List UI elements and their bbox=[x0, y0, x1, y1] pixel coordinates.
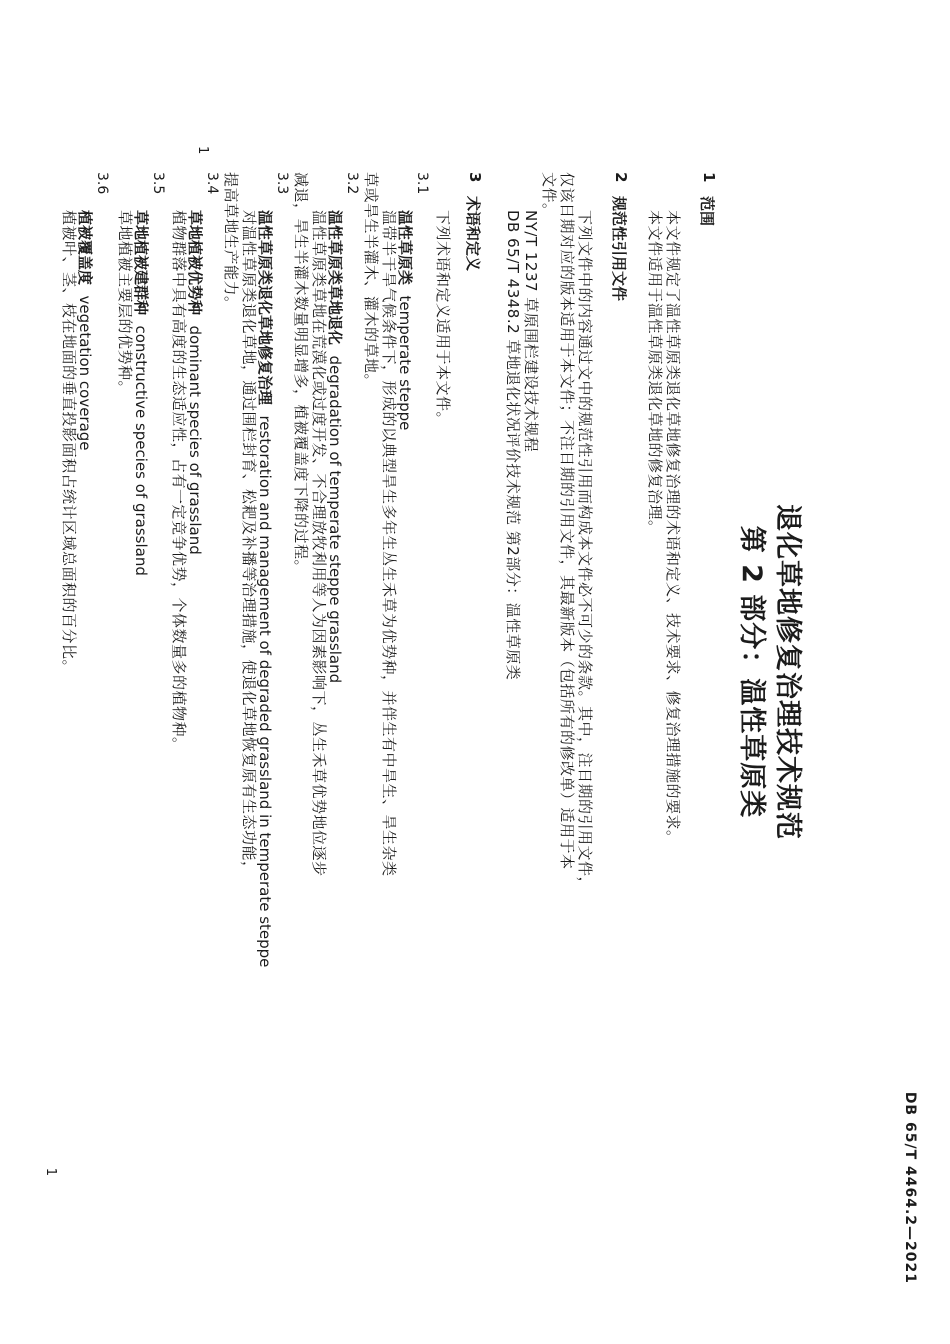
reference-2: DB 65/T 4348.2 草地退化状况评价技术规范 第2部分：温性草原类 bbox=[504, 210, 522, 681]
section-3-number: 3 bbox=[466, 172, 484, 183]
term-3-5-definition: 草地植被主要层的优势种。 bbox=[116, 210, 134, 397]
standard-code: DB 65/T 4464.2—2021 bbox=[902, 1091, 918, 1284]
section-2-number: 2 bbox=[612, 172, 630, 183]
term-3-6-english: vegetation coverage bbox=[76, 295, 94, 451]
section-2-paragraph-line-1: 下列文件中的内容通过文中的规范性引用而构成本文件必不可少的条款。其中，注日期的引用文件， bbox=[576, 210, 594, 893]
term-3-2-name: 温性草原类草地退化 bbox=[326, 210, 344, 346]
term-3-6-name: 植被覆盖度 bbox=[76, 210, 94, 286]
term-3-4-english: dominant species of grassland bbox=[186, 325, 204, 555]
page-number: 1 bbox=[43, 1167, 58, 1176]
term-3-1-definition-line-2: 草或旱生半灌木、灌木的草地。 bbox=[362, 172, 380, 390]
term-3-6-number: 3.6 bbox=[94, 172, 110, 195]
term-3-3-definition-line-1: 对温性草原类退化草地，通过围栏封育、松耙及补播等治理措施，使退化草地恢复原有生态功能， bbox=[240, 210, 258, 877]
term-3-4-name: 草地植被优势种 bbox=[186, 210, 204, 316]
term-3-4-heading bbox=[185, 210, 206, 555]
term-3-4-number: 3.4 bbox=[204, 172, 220, 195]
term-3-3-english: restoration and management of degraded grassland in temperate steppe bbox=[256, 415, 274, 968]
section-1-paragraph-2: 本文件适用于温性草原类退化草地的修复治理。 bbox=[646, 210, 664, 536]
term-3-5-name: 草地植被建群种 bbox=[132, 210, 150, 316]
term-3-3-definition-line-2: 提高草地生产能力。 bbox=[222, 172, 240, 312]
section-1-number: 1 bbox=[700, 172, 718, 183]
term-3-5-number: 3.5 bbox=[150, 172, 166, 195]
term-3-2-definition-line-1: 温性草原类草地在荒漠化或过度开发、不合理放牧利用等人为因素影响下，丛生禾草优势地位逐步 bbox=[310, 210, 328, 877]
document-title-line2: 第 2 部分：温性草原类 bbox=[736, 525, 767, 819]
term-3-5-heading bbox=[131, 210, 152, 576]
section-2-heading: 规范性引用文件 bbox=[610, 196, 628, 302]
section-2-paragraph-line-2: 仅该日期对应的版本适用于本文件；不注日期的引用文件，其最新版本（包括所有的修改单）适用于本 bbox=[558, 172, 576, 870]
term-3-2-heading bbox=[325, 210, 346, 683]
term-3-1-english: temperate steppe bbox=[396, 295, 414, 431]
term-3-5-english: constructive species of grassland bbox=[132, 325, 150, 576]
term-3-3-name: 温性草原类退化草地修复治理 bbox=[256, 210, 274, 406]
section-2-paragraph-line-3: 文件。 bbox=[540, 172, 558, 219]
term-3-2-definition-line-2: 减退，旱生半灌木数量明显增多，植被覆盖度下降的过程。 bbox=[292, 172, 310, 576]
term-3-2-number: 3.2 bbox=[344, 172, 360, 195]
section-3-heading: 术语和定义 bbox=[464, 196, 482, 272]
term-3-1-heading bbox=[395, 210, 416, 430]
term-3-1-definition-line-1: 温带半干旱气候条件下，形成的以典型旱生多年生丛生禾草为优势种，并伴生有中旱生、旱生杂类 bbox=[380, 210, 398, 877]
document-title-line1: 退化草地修复治理技术规范 bbox=[772, 504, 803, 840]
reference-1: NY/T 1237 草原围栏建设技术规程 bbox=[522, 210, 540, 453]
term-3-6-definition: 植被叶、茎、枝在地面的垂直投影面积占统计区域总面积的百分比。 bbox=[60, 210, 78, 676]
corner-mark: 1 bbox=[195, 146, 210, 155]
term-3-4-definition: 植物群落中具有高度的生态适应性，占有一定竞争优势，个体数量多的植物种。 bbox=[170, 210, 188, 753]
section-3-intro: 下列术语和定义适用于本文件。 bbox=[434, 210, 452, 428]
section-1-heading: 范围 bbox=[698, 196, 716, 227]
term-3-1-number: 3.1 bbox=[414, 172, 430, 195]
term-3-3-number: 3.3 bbox=[274, 172, 290, 195]
term-3-2-english: degradation of temperate steppe grassland bbox=[326, 355, 344, 684]
section-1-paragraph-1: 本文件规定了温性草原类退化草地修复治理的术语和定义、技术要求、修复治理措施的要求。 bbox=[664, 210, 682, 846]
term-3-6-heading bbox=[75, 210, 96, 451]
term-3-1-name: 温性草原类 bbox=[396, 210, 414, 286]
term-3-3-heading bbox=[255, 210, 276, 967]
